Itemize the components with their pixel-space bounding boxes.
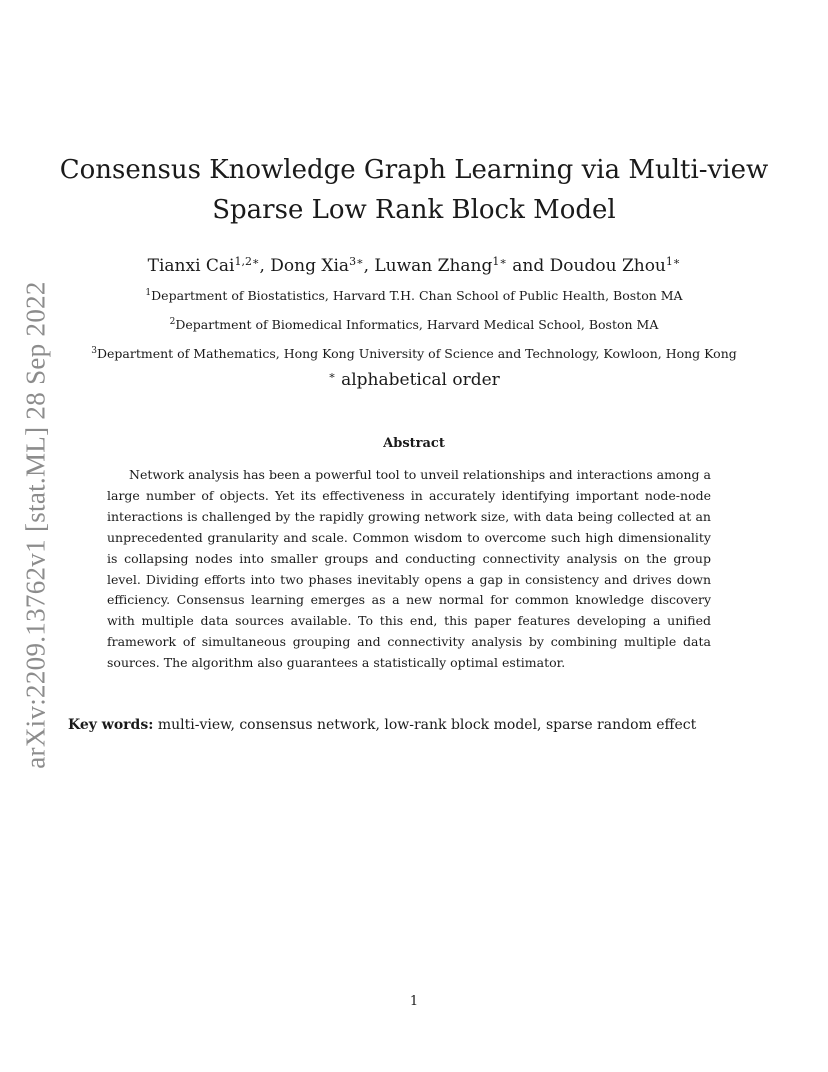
keywords-text: multi-view, consensus network, low-rank block model, sparse random effect xyxy=(153,717,697,733)
affiliation-text: Department of Biomedical Informatics, Harvard Medical School, Boston MA xyxy=(175,317,659,332)
author-list xyxy=(0,254,828,278)
affiliation-2 xyxy=(0,316,828,334)
author-name: Luwan Zhang xyxy=(374,256,493,276)
affiliation-text: Department of Biostatistics, Harvard T.H. Chan School of Public Health, Boston MA xyxy=(151,288,683,303)
author-affiliation-mark: 1,2∗ xyxy=(234,255,260,268)
affiliation-number: 2 xyxy=(169,317,176,327)
author-name: Dong Xia xyxy=(270,256,350,276)
abstract-body: Network analysis has been a powerful tool to unveil relationships and interactions among a large number of objects. Yet its effectiveness in accurately identifying important node-node interactions is challenged by the rapidly growing network size, with data being collected at an unprecedented granularity and scale. Common wisdom to overcome such high dimensionality is collapsing nodes into smaller groups and conducting connectivity analysis on the group level. Dividing efforts into two phases inevitably opens a gap in consistency and drives down efficiency. Consensus learning emerges as a new normal for common knowledge discovery with multiple data sources available. To this end, this paper features developing a unified framework of simultaneous grouping and connectivity analysis by combining multiple data sources. The algorithm also guarantees a statistically optimal estimator. xyxy=(107,467,711,671)
affiliation-number: 1 xyxy=(145,288,152,298)
author-affiliation-mark: 1∗ xyxy=(665,255,681,268)
affiliation-text: Department of Mathematics, Hong Kong University of Science and Technology, Kowloon, Hong Kong xyxy=(96,346,737,361)
asterisk-mark: ∗ xyxy=(328,369,336,382)
alphabetical-order-text: alphabetical order xyxy=(335,370,500,390)
page-number: 1 xyxy=(409,994,419,1009)
paper-title xyxy=(0,150,828,230)
affiliation-1 xyxy=(0,287,828,305)
author-name: Doudou Zhou xyxy=(549,256,666,276)
author-affiliation-mark: 3∗ xyxy=(349,255,364,268)
alphabetical-order-note xyxy=(0,370,828,390)
author-affiliation-mark: 1∗ xyxy=(492,255,507,268)
title-line-1: Consensus Knowledge Graph Learning via Multi-view xyxy=(59,155,769,185)
author-separator: and xyxy=(506,256,550,276)
affiliation-number: 3 xyxy=(91,346,97,356)
author-name: Tianxi Cai xyxy=(147,256,235,276)
affiliation-3 xyxy=(0,345,828,363)
keywords xyxy=(68,717,696,733)
arxiv-identifier-stamp: arXiv:2209.13762v1 [stat.ML] 28 Sep 2022 xyxy=(20,281,51,769)
title-line-2: Sparse Low Rank Block Model xyxy=(212,195,616,225)
keywords-label: Key words: xyxy=(68,717,154,733)
author-separator: , xyxy=(363,256,375,276)
author-separator: , xyxy=(259,256,271,276)
abstract-heading: Abstract xyxy=(383,436,445,451)
